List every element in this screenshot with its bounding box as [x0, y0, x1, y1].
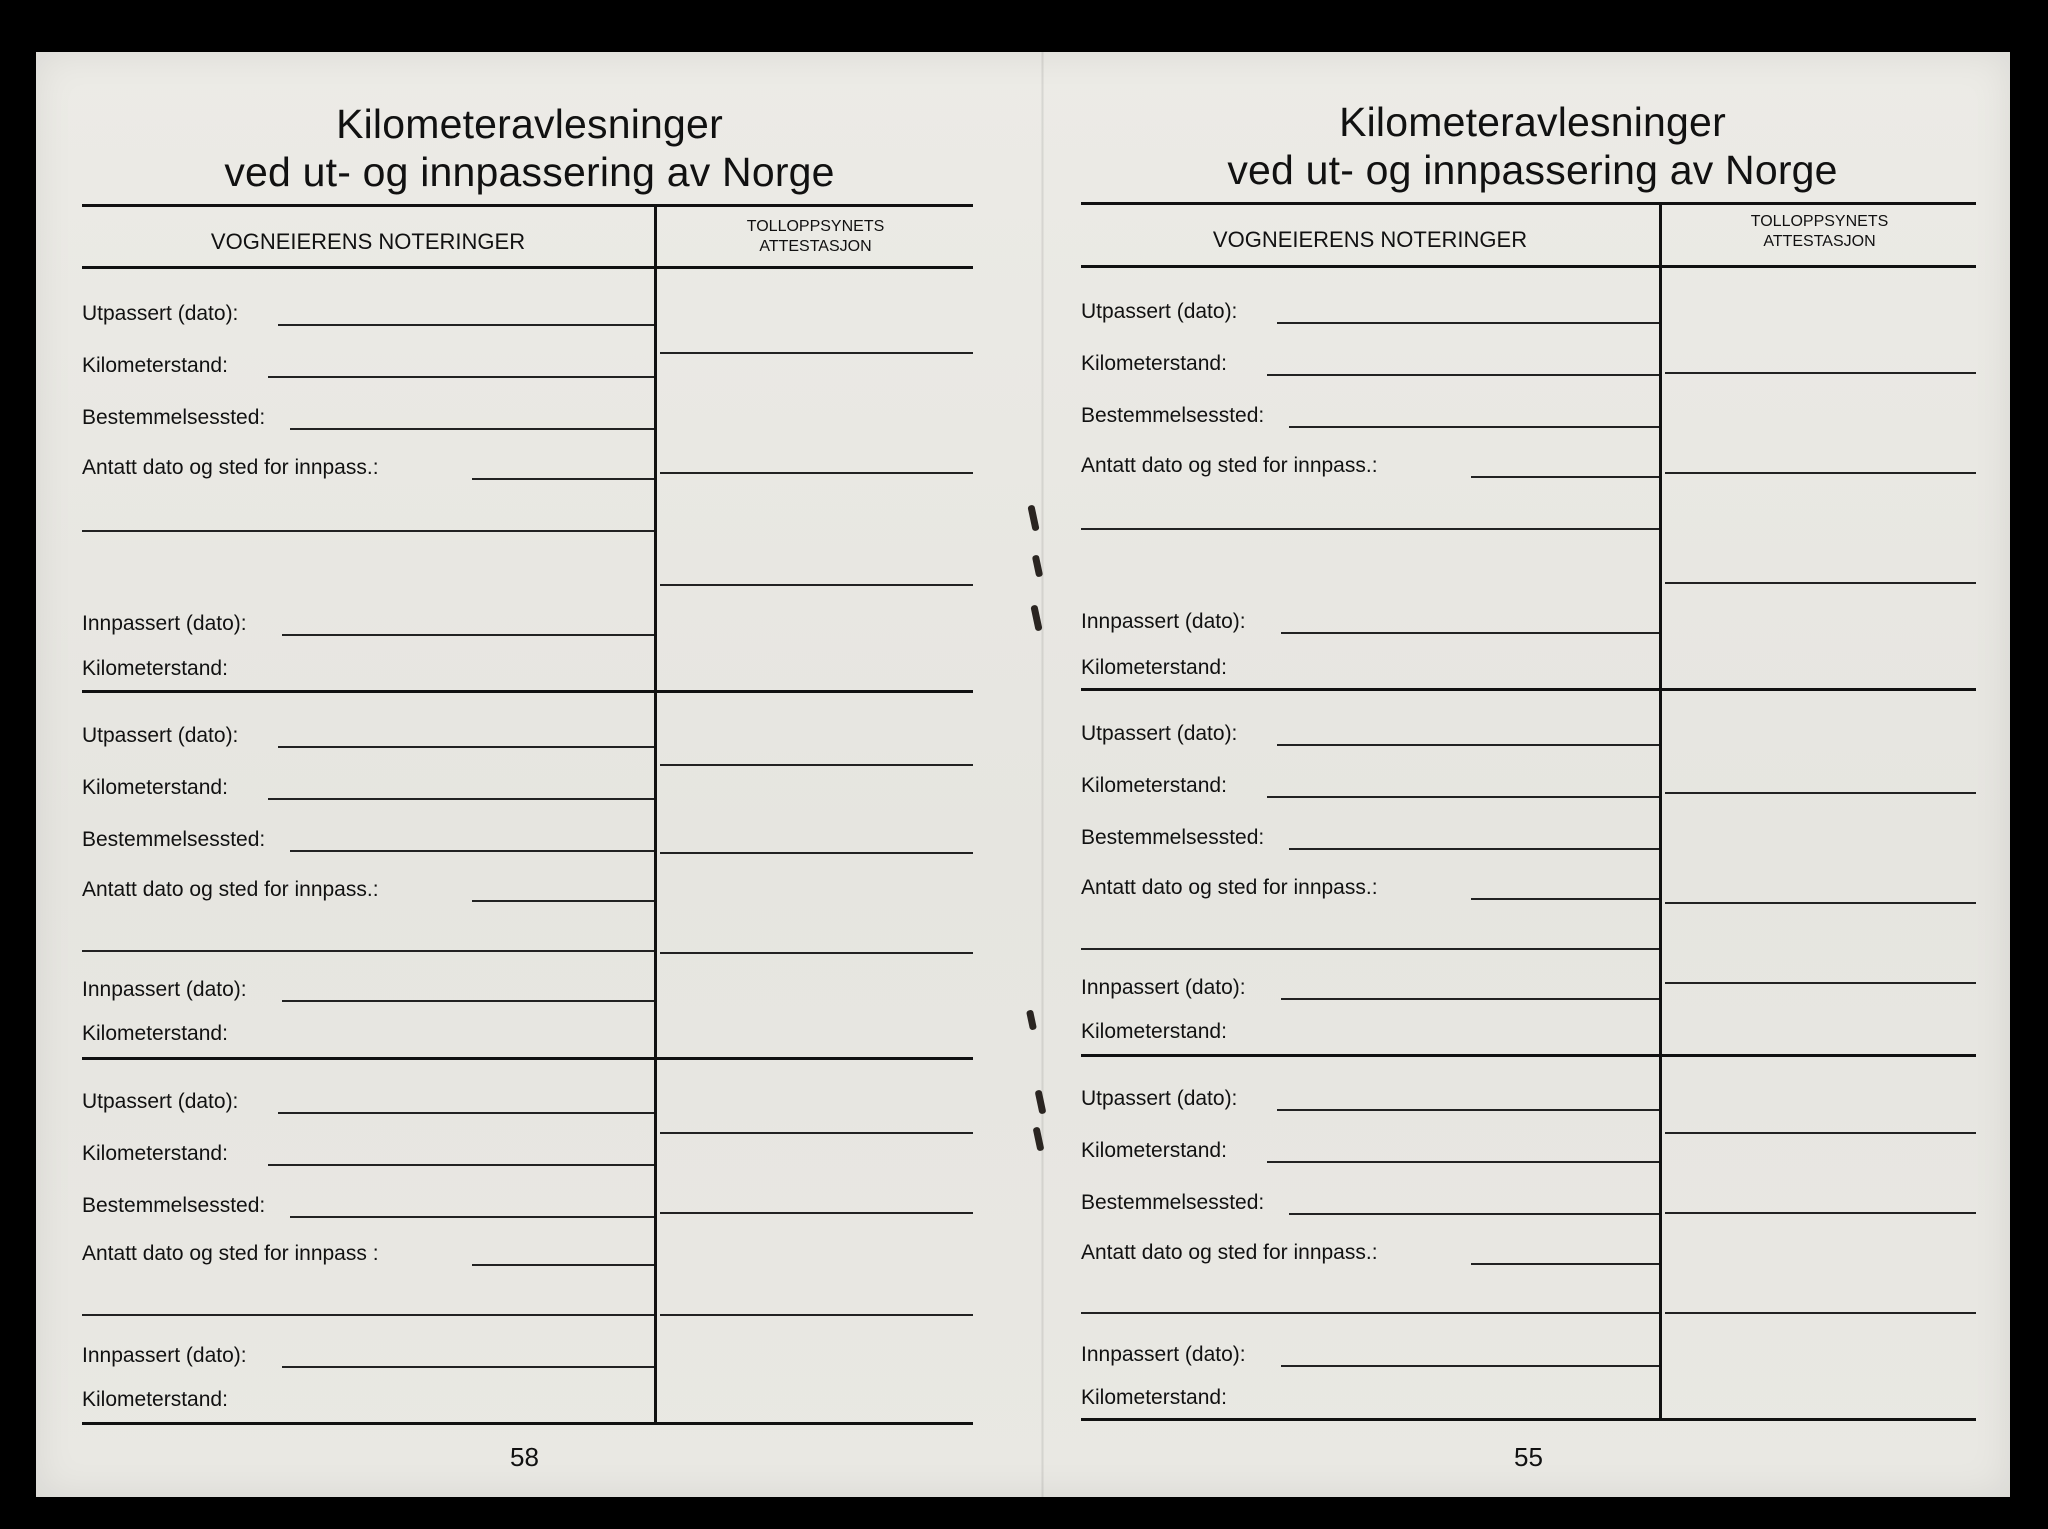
column-divider [654, 204, 657, 1422]
antatt-field[interactable] [1471, 476, 1659, 478]
utpassert-field[interactable] [278, 324, 654, 326]
page-number: 58 [510, 1442, 539, 1472]
customs-line[interactable] [660, 584, 973, 586]
section-rule [1081, 688, 1976, 691]
header-bottom-rule [1081, 265, 1976, 268]
bestemmelsessted-field[interactable] [1289, 426, 1659, 428]
bestemmelsessted-label: Bestemmelsessted: [1081, 1191, 1265, 1214]
antatt-field-continued[interactable] [1081, 948, 1659, 950]
innpassert-label: Innpassert (dato): [1081, 1343, 1246, 1366]
kilometerstand-out-field[interactable] [1267, 1161, 1659, 1163]
section-rule [82, 690, 973, 693]
kilometerstand-out-field[interactable] [1267, 796, 1659, 798]
antatt-field[interactable] [1471, 898, 1659, 900]
innpassert-label: Innpassert (dato): [82, 612, 247, 635]
owner-column-header: VOGNEIERENS NOTERINGER [210, 229, 526, 254]
customs-line[interactable] [1665, 792, 1976, 794]
customs-line[interactable] [1665, 1132, 1976, 1134]
bestemmelsessted-label: Bestemmelsessted: [1081, 404, 1265, 427]
bestemmelsessted-label: Bestemmelsessted: [1081, 826, 1265, 849]
left-page [82, 52, 977, 1497]
customs-line[interactable] [1665, 1312, 1976, 1314]
kilometerstand-out-label: Kilometerstand: [82, 354, 228, 377]
kilometerstand-in-label: Kilometerstand: [82, 1022, 228, 1045]
innpassert-field[interactable] [1281, 998, 1659, 1000]
customs-line[interactable] [660, 852, 973, 854]
customs-line[interactable] [660, 952, 973, 954]
page-title [82, 100, 977, 196]
customs-line[interactable] [660, 472, 973, 474]
title-line-2: ved ut- og innpassering av Norge [1227, 147, 1838, 193]
right-page [1081, 52, 1984, 1497]
kilometerstand-out-field[interactable] [1267, 374, 1659, 376]
section-rule [82, 1057, 973, 1060]
customs-line[interactable] [1665, 982, 1976, 984]
customs-line[interactable] [1665, 372, 1976, 374]
antatt-field-continued[interactable] [1081, 1312, 1659, 1314]
antatt-field-continued[interactable] [82, 950, 654, 952]
section-rule [1081, 1054, 1976, 1057]
customs-header-line-2: ATTESTASJON [759, 238, 872, 255]
innpassert-label: Innpassert (dato): [1081, 976, 1246, 999]
bottom-rule [82, 1422, 973, 1425]
bestemmelsessted-label: Bestemmelsessted: [82, 406, 266, 429]
kilometerstand-out-label: Kilometerstand: [1081, 352, 1227, 375]
customs-line[interactable] [1665, 582, 1976, 584]
antatt-field[interactable] [472, 900, 654, 902]
antatt-field[interactable] [472, 1264, 654, 1266]
antatt-label: Antatt dato og sted for innpass.: [82, 456, 379, 479]
customs-header-line-2: ATTESTASJON [1763, 233, 1876, 250]
customs-column-header [658, 217, 973, 257]
title-line-2: ved ut- og innpassering av Norge [224, 149, 835, 195]
innpassert-field[interactable] [282, 1000, 654, 1002]
utpassert-field[interactable] [278, 746, 654, 748]
antatt-field-continued[interactable] [82, 530, 654, 532]
kilometerstand-in-label: Kilometerstand: [82, 1388, 228, 1411]
header-top-rule [1081, 202, 1976, 205]
customs-line[interactable] [660, 1212, 973, 1214]
bestemmelsessted-field[interactable] [290, 1216, 654, 1218]
customs-line[interactable] [1665, 902, 1976, 904]
utpassert-field[interactable] [1277, 322, 1659, 324]
customs-header-line-1: TOLLOPPSYNETS [1750, 213, 1889, 230]
antatt-field[interactable] [472, 478, 654, 480]
antatt-label: Antatt dato og sted for innpass.: [82, 878, 379, 901]
title-line-1: Kilometeravlesninger [1339, 99, 1726, 145]
title-line-1: Kilometeravlesninger [336, 101, 723, 147]
page-number: 55 [1514, 1442, 1543, 1472]
kilometerstand-out-label: Kilometerstand: [1081, 774, 1227, 797]
utpassert-label: Utpassert (dato): [1081, 300, 1238, 323]
bestemmelsessted-label: Bestemmelsessted: [82, 828, 266, 851]
innpassert-field[interactable] [282, 1366, 654, 1368]
kilometerstand-out-field[interactable] [268, 798, 654, 800]
header-top-rule [82, 204, 973, 207]
antatt-label: Antatt dato og sted for innpass.: [1081, 876, 1378, 899]
antatt-label: Antatt dato og sted for innpass : [82, 1242, 379, 1265]
utpassert-label: Utpassert (dato): [1081, 1087, 1238, 1110]
innpassert-field[interactable] [1281, 632, 1659, 634]
customs-line[interactable] [1665, 472, 1976, 474]
header-bottom-rule [82, 266, 973, 269]
kilometerstand-out-label: Kilometerstand: [1081, 1139, 1227, 1162]
kilometerstand-out-label: Kilometerstand: [82, 1142, 228, 1165]
innpassert-field[interactable] [282, 634, 654, 636]
bottom-rule [1081, 1418, 1976, 1421]
kilometerstand-in-label: Kilometerstand: [82, 657, 228, 680]
utpassert-label: Utpassert (dato): [82, 724, 239, 747]
customs-line[interactable] [660, 764, 973, 766]
utpassert-label: Utpassert (dato): [1081, 722, 1238, 745]
utpassert-field[interactable] [278, 1112, 654, 1114]
customs-line[interactable] [660, 1314, 973, 1316]
kilometerstand-in-label: Kilometerstand: [1081, 1020, 1227, 1043]
center-fold [1041, 52, 1044, 1497]
bestemmelsessted-label: Bestemmelsessted: [82, 1194, 266, 1217]
column-divider [1659, 202, 1662, 1418]
bestemmelsessted-field[interactable] [290, 850, 654, 852]
utpassert-field[interactable] [1277, 1109, 1659, 1111]
owner-column-header: VOGNEIERENS NOTERINGER [1212, 227, 1528, 252]
customs-line[interactable] [660, 352, 973, 354]
utpassert-label: Utpassert (dato): [82, 302, 239, 325]
bestemmelsessted-field[interactable] [290, 428, 654, 430]
kilometerstand-out-label: Kilometerstand: [82, 776, 228, 799]
utpassert-label: Utpassert (dato): [82, 1090, 239, 1113]
customs-header-line-1: TOLLOPPSYNETS [746, 218, 885, 235]
innpassert-label: Innpassert (dato): [82, 1344, 247, 1367]
customs-line[interactable] [1665, 1212, 1976, 1214]
bestemmelsessted-field[interactable] [1289, 848, 1659, 850]
innpassert-label: Innpassert (dato): [1081, 610, 1246, 633]
kilometerstand-out-field[interactable] [268, 376, 654, 378]
kilometerstand-out-field[interactable] [268, 1164, 654, 1166]
kilometerstand-in-label: Kilometerstand: [1081, 1386, 1227, 1409]
page-title [1081, 98, 1984, 194]
antatt-label: Antatt dato og sted for innpass.: [1081, 454, 1378, 477]
antatt-field-continued[interactable] [82, 1314, 654, 1316]
utpassert-field[interactable] [1277, 744, 1659, 746]
antatt-field-continued[interactable] [1081, 528, 1659, 530]
innpassert-label: Innpassert (dato): [82, 978, 247, 1001]
bestemmelsessted-field[interactable] [1289, 1213, 1659, 1215]
innpassert-field[interactable] [1281, 1365, 1659, 1367]
customs-line[interactable] [660, 1132, 973, 1134]
antatt-field[interactable] [1471, 1263, 1659, 1265]
kilometerstand-in-label: Kilometerstand: [1081, 656, 1227, 679]
antatt-label: Antatt dato og sted for innpass.: [1081, 1241, 1378, 1264]
customs-column-header [1663, 212, 1976, 252]
